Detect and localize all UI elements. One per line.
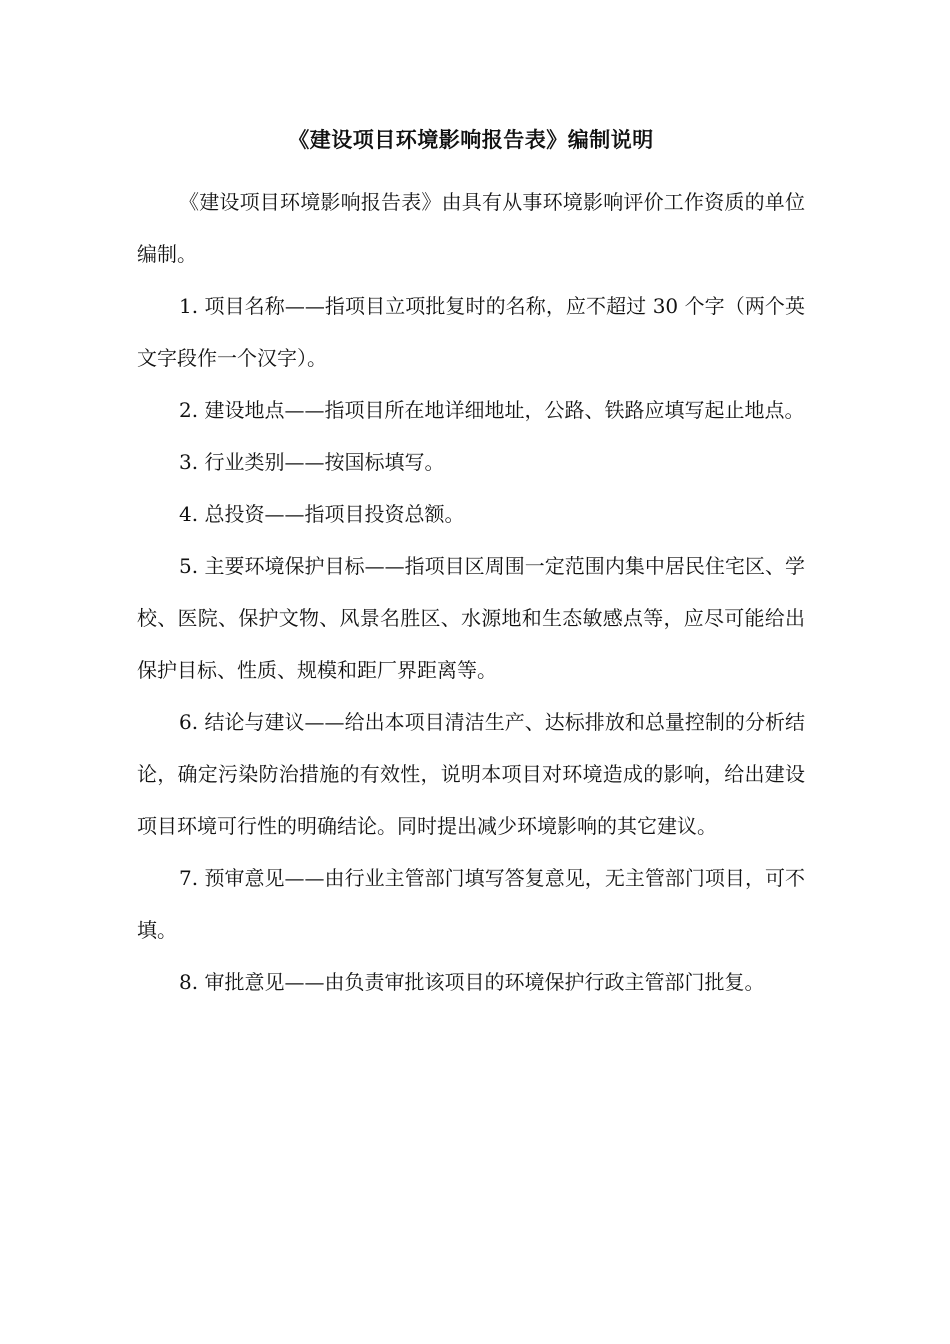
item-paragraph-7: 7. 预审意见——由行业主管部门填写答复意见，无主管部门项目，可不填。 <box>137 866 805 942</box>
item-paragraph-5: 5. 主要环境保护目标——指项目区周围一定范围内集中居民住宅区、学校、医院、保护文物、风景名胜区、水源地和生态敏感点等，应尽可能给出保护目标、性质、规模和距厂界距离等。 <box>137 554 805 682</box>
item-paragraph-3: 3. 行业类别——按国标填写。 <box>179 450 445 474</box>
item-paragraph-4: 4. 总投资——指项目投资总额。 <box>179 502 465 526</box>
item-paragraph-8: 8. 审批意见——由负责审批该项目的环境保护行政主管部门批复。 <box>179 970 765 994</box>
item-paragraph-2: 2. 建设地点——指项目所在地详细地址，公路、铁路应填写起止地点。 <box>179 398 805 422</box>
intro-paragraph: 《建设项目环境影响报告表》由具有从事环境影响评价工作资质的单位编制。 <box>137 190 805 266</box>
document-page <box>137 124 805 1008</box>
item-paragraph-1: 1. 项目名称——指项目立项批复时的名称，应不超过 30 个字（两个英文字段作一个汉字）。 <box>137 294 805 370</box>
item-paragraph-6: 6. 结论与建议——给出本项目清洁生产、达标排放和总量控制的分析结论，确定污染防治措施的有效性，说明本项目对环境造成的影响，给出建设项目环境可行性的明确结论。同时提出减少环境影响的其它建议。 <box>137 710 805 838</box>
document-title: 《建设项目环境影响报告表》编制说明 <box>288 127 654 152</box>
